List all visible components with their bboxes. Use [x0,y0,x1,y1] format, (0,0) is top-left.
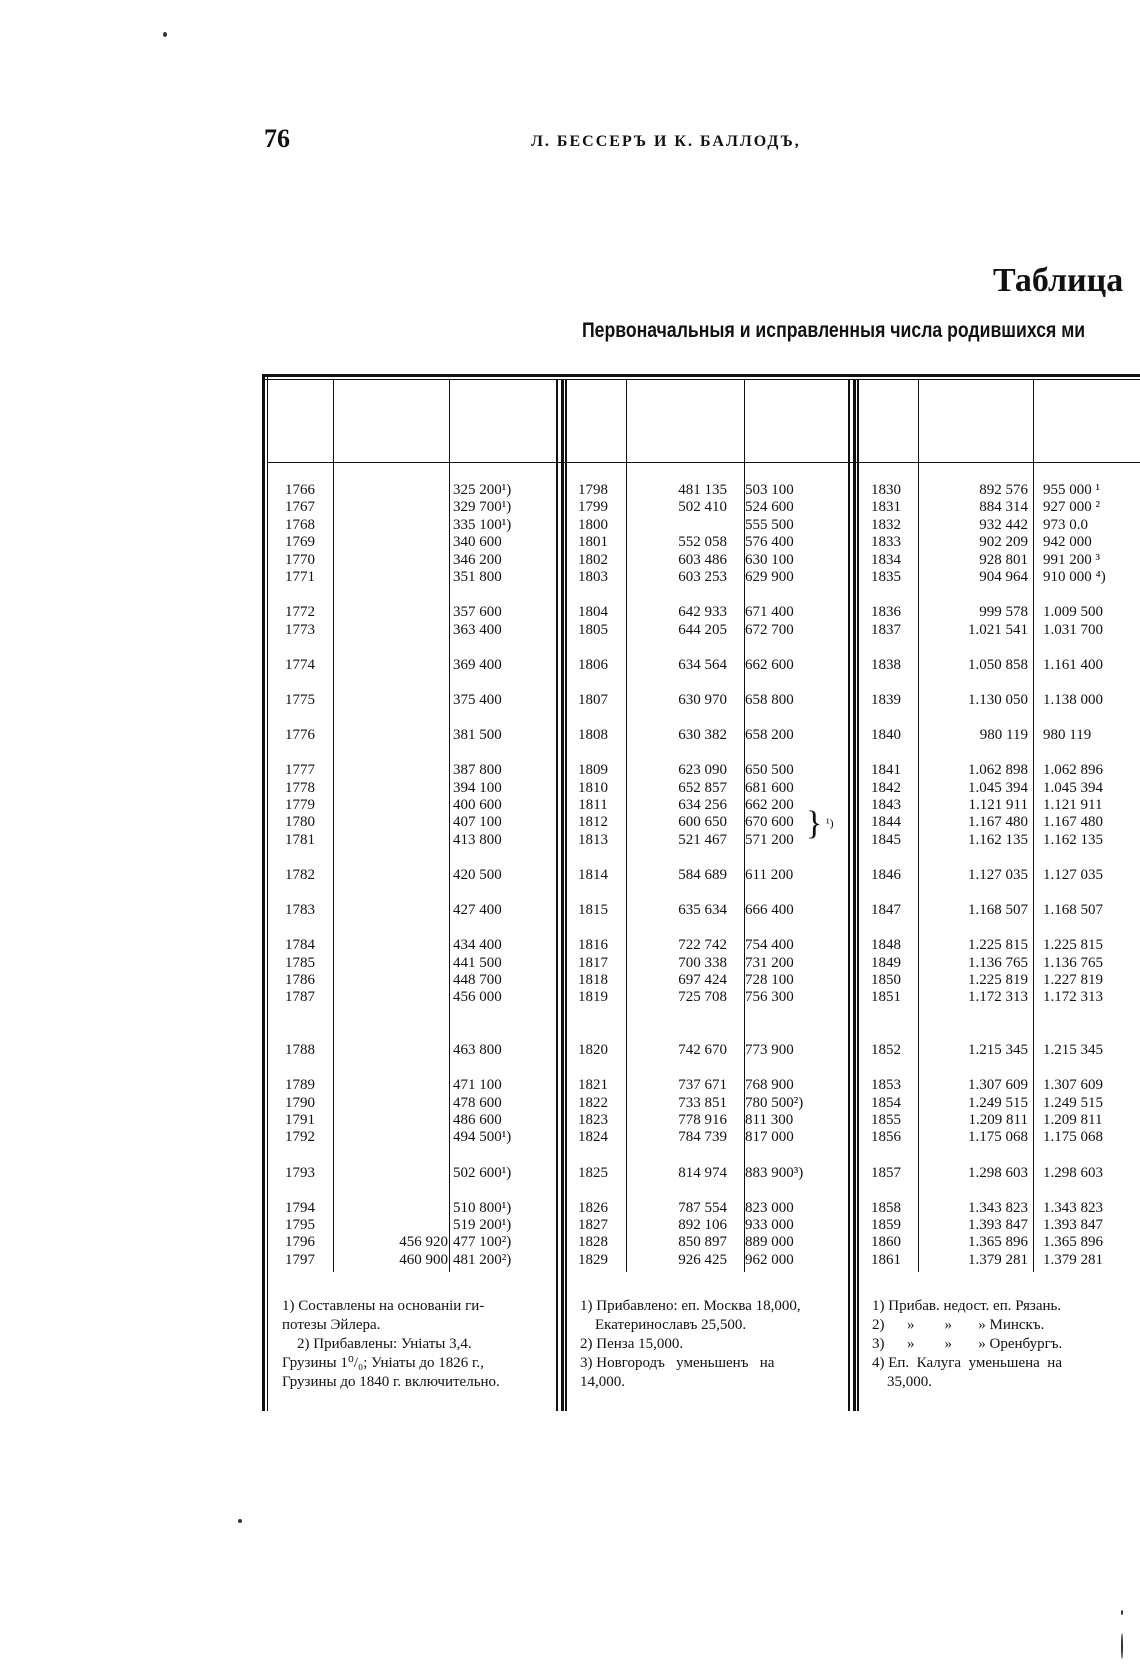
year-cell: 1813 [578,832,608,848]
original-value: 1.298 603 [968,1165,1028,1181]
year-cell: 1817 [578,955,608,971]
footnote-line: 14,000. [580,1374,625,1390]
col-divider [449,379,450,1272]
original-value: 697 424 [678,972,727,988]
original-value: 787 554 [678,1200,727,1216]
year-cell: 1842 [871,780,901,796]
year-cell: 1783 [285,902,315,918]
group-divider [848,379,850,1411]
year-cell: 1826 [578,1200,608,1216]
original-value: 634 256 [678,797,727,813]
year-cell: 1828 [578,1234,608,1250]
corrected-value: 1.209 811 [1043,1112,1103,1128]
year-cell: 1808 [578,727,608,743]
year-cell: 1775 [285,692,315,708]
footnote-line: 2) Пенза 15,000. [580,1336,684,1352]
corrected-value: 387 800 [453,762,502,778]
original-value: 630 970 [678,692,727,708]
original-value: 1.162 135 [968,832,1028,848]
original-value: 481 135 [678,482,727,498]
year-cell: 1776 [285,727,315,743]
corrected-value: 427 400 [453,902,502,918]
corrected-value: 728 100 [745,972,794,988]
year-cell: 1815 [578,902,608,918]
original-value: 1.215 345 [968,1042,1028,1058]
year-cell: 1795 [285,1217,315,1233]
corrected-value: 486 600 [453,1112,502,1128]
year-cell: 1841 [871,762,901,778]
original-value: 1.379 281 [968,1252,1028,1268]
corrected-value: 1.307 609 [1043,1077,1103,1093]
year-cell: 1786 [285,972,315,988]
corrected-value: 666 400 [745,902,794,918]
corrected-value: 335 100¹) [453,517,512,533]
year-cell: 1782 [285,867,315,883]
corrected-value: 555 500 [745,517,794,533]
corrected-value: 1.161 400 [1043,657,1103,673]
year-cell: 1850 [871,972,901,988]
original-value: 884 314 [979,499,1028,515]
table-left-rule [262,376,265,1411]
year-cell: 1769 [285,534,315,550]
original-value: 642 933 [678,604,727,620]
corrected-value: 629 900 [745,569,794,585]
original-value: 630 382 [678,727,727,743]
year-cell: 1777 [285,762,315,778]
year-cell: 1845 [871,832,901,848]
table-label: Таблица [993,262,1124,299]
table-left-rule-thin [267,376,268,1411]
corrected-value: 672 700 [745,622,794,638]
original-value: 722 742 [678,937,727,953]
year-cell: 1796 [285,1234,315,1250]
corrected-value: 1.168 507 [1043,902,1103,918]
table-top-rule-thin [262,379,1140,380]
original-value: 1.343 823 [968,1200,1028,1216]
corrected-value: 768 900 [745,1077,794,1093]
corrected-value: 375 400 [453,692,502,708]
brace-note: ¹) [826,816,834,830]
year-cell: 1818 [578,972,608,988]
corrected-value: 662 200 [745,797,794,813]
year-cell: 1791 [285,1112,315,1128]
corrected-value: 477 100²) [453,1234,512,1250]
year-cell: 1823 [578,1112,608,1128]
corrected-value: 756 300 [745,989,794,1005]
year-cell: 1844 [871,814,901,830]
year-cell: 1805 [578,622,608,638]
corrected-value: 571 200 [745,832,794,848]
year-cell: 1772 [285,604,315,620]
original-value: 1.225 815 [968,937,1028,953]
year-cell: 1794 [285,1200,315,1216]
year-cell: 1857 [871,1165,901,1181]
year-cell: 1822 [578,1095,608,1111]
year-cell: 1849 [871,955,901,971]
original-value: 1.209 811 [968,1112,1028,1128]
original-value: 1.249 515 [968,1095,1028,1111]
year-cell: 1846 [871,867,901,883]
original-value: 1.168 507 [968,902,1028,918]
original-value: 733 851 [678,1095,727,1111]
original-value: 928 801 [979,552,1028,568]
corrected-value: 325 200¹) [453,482,512,498]
corrected-value: 942 000 [1043,534,1092,550]
year-cell: 1821 [578,1077,608,1093]
year-cell: 1847 [871,902,901,918]
footnote-line: 2) » » » Минскъ. [872,1317,1045,1333]
original-value: 1.365 896 [968,1234,1028,1250]
year-cell: 1800 [578,517,608,533]
corrected-value: 927 000 ² [1043,499,1100,515]
original-value: 603 253 [678,569,727,585]
running-head: Л. БЕССЕРЪ И К. БАЛЛОДЪ, [531,133,801,150]
corrected-value: 1.138 000 [1043,692,1103,708]
original-value: 892 576 [979,482,1028,498]
scan-speck [163,32,167,37]
original-value: 1.136 765 [968,955,1028,971]
group-divider [556,379,558,1411]
corrected-value: 1.167 480 [1043,814,1103,830]
original-value: 603 486 [678,552,727,568]
corrected-value: 823 000 [745,1200,794,1216]
corrected-value: 1.121 911 [1043,797,1103,813]
year-cell: 1852 [871,1042,901,1058]
original-value: 725 708 [678,989,727,1005]
corrected-value: 1.227 819 [1043,972,1103,988]
year-cell: 1785 [285,955,315,971]
corrected-value: 351 800 [453,569,502,585]
year-cell: 1766 [285,482,315,498]
corrected-value: 1.136 765 [1043,955,1103,971]
year-cell: 1804 [578,604,608,620]
original-value: 814 974 [678,1165,727,1181]
original-value: 737 671 [678,1077,727,1093]
corrected-value: 980 119 [1043,727,1092,743]
year-cell: 1839 [871,692,901,708]
year-cell: 1774 [285,657,315,673]
corrected-value: 346 200 [453,552,502,568]
original-value: 600 650 [678,814,727,830]
corrected-value: 658 200 [745,727,794,743]
original-value: 652 857 [678,780,727,796]
original-value: 456 920 [399,1234,448,1250]
year-cell: 1780 [285,814,315,830]
year-cell: 1790 [285,1095,315,1111]
corrected-value: 329 700¹) [453,499,512,515]
corrected-value: 519 200¹) [453,1217,512,1233]
corrected-value: 1.379 281 [1043,1252,1103,1268]
corrected-value: 481 200²) [453,1252,512,1268]
original-value: 521 467 [678,832,727,848]
corrected-value: 1.393 847 [1043,1217,1103,1233]
original-value: 1.393 847 [968,1217,1028,1233]
corrected-value: 731 200 [745,955,794,971]
corrected-value: 510 800¹) [453,1200,512,1216]
year-cell: 1837 [871,622,901,638]
year-cell: 1825 [578,1165,608,1181]
original-value: 1.127 035 [968,867,1028,883]
corrected-value: 1.225 815 [1043,937,1103,953]
corrected-value: 662 600 [745,657,794,673]
corrected-value: 363 400 [453,622,502,638]
corrected-value: 400 600 [453,797,502,813]
year-cell: 1840 [871,727,901,743]
corrected-value: 369 400 [453,657,502,673]
scan-speck [238,1519,242,1523]
corrected-value: 973 0.0 [1043,517,1088,533]
year-cell: 1779 [285,797,315,813]
original-value: 584 689 [678,867,727,883]
corrected-value: 811 300 [745,1112,794,1128]
original-value: 1.062 898 [968,762,1028,778]
original-value: 1.167 480 [968,814,1028,830]
scan-speck [1121,1633,1123,1659]
original-value: 926 425 [678,1252,727,1268]
year-cell: 1773 [285,622,315,638]
corrected-value: 503 100 [745,482,794,498]
year-cell: 1861 [871,1252,901,1268]
corrected-value: 933 000 [745,1217,794,1233]
original-value: 902 209 [979,534,1028,550]
year-cell: 1811 [578,797,608,813]
original-value: 850 897 [678,1234,727,1250]
year-cell: 1835 [871,569,901,585]
table-subtitle: Первоначальныя и исправленныя числа родившихся ми [582,319,1086,342]
corrected-value: 955 000 ¹ [1043,482,1100,498]
year-cell: 1781 [285,832,315,848]
year-cell: 1859 [871,1217,901,1233]
corrected-value: 773 900 [745,1042,794,1058]
footnote-line: 3) Новгородъ уменьшенъ на [580,1355,775,1371]
corrected-value: 681 600 [745,780,794,796]
corrected-value: 889 000 [745,1234,794,1250]
corrected-value: 1.031 700 [1043,622,1103,638]
original-value: 623 090 [678,762,727,778]
corrected-value: 611 200 [745,867,794,883]
year-cell: 1788 [285,1042,315,1058]
original-value: 1.307 609 [968,1077,1028,1093]
corrected-value: 670 600 [745,814,794,830]
corrected-value: 780 500²) [745,1095,804,1111]
corrected-value: 471 100 [453,1077,502,1093]
corrected-value: 962 000 [745,1252,794,1268]
year-cell: 1860 [871,1234,901,1250]
corrected-value: 650 500 [745,762,794,778]
year-cell: 1831 [871,499,901,515]
corrected-value: 434 400 [453,937,502,953]
corrected-value: 381 500 [453,727,502,743]
corrected-value: 671 400 [745,604,794,620]
corrected-value: 502 600¹) [453,1165,512,1181]
corrected-value: 1.365 896 [1043,1234,1103,1250]
year-cell: 1832 [871,517,901,533]
year-cell: 1770 [285,552,315,568]
footnote-line: 35,000. [872,1374,932,1390]
col-divider [626,379,627,1272]
corrected-value: 658 800 [745,692,794,708]
brace-glyph: } [806,805,823,842]
footnote-line: 2) Прибавлены: Уніаты 3,4. [282,1336,472,1352]
footnote-line: 4) Еп. Калуга уменьшена на [872,1355,1062,1371]
year-cell: 1856 [871,1129,901,1145]
corrected-value: 357 600 [453,604,502,620]
original-value: 1.121 911 [968,797,1028,813]
original-value: 1.130 050 [968,692,1028,708]
year-cell: 1816 [578,937,608,953]
year-cell: 1778 [285,780,315,796]
corrected-value: 413 800 [453,832,502,848]
year-cell: 1827 [578,1217,608,1233]
year-cell: 1843 [871,797,901,813]
original-value: 742 670 [678,1042,727,1058]
corrected-value: 1.298 603 [1043,1165,1103,1181]
original-value: 932 442 [979,517,1028,533]
year-cell: 1819 [578,989,608,1005]
year-cell: 1801 [578,534,608,550]
original-value: 460 900 [399,1252,448,1268]
footnote-line: Грузины 1⁰/₀; Уніаты до 1826 г., [282,1355,484,1371]
year-cell: 1768 [285,517,315,533]
corrected-value: 576 400 [745,534,794,550]
original-value: 634 564 [678,657,727,673]
corrected-value: 494 500¹) [453,1129,512,1145]
corrected-value: 630 100 [745,552,794,568]
footnote-line: 3) » » » Оренбургъ. [872,1336,1063,1352]
year-cell: 1798 [578,482,608,498]
corrected-value: 394 100 [453,780,502,796]
corrected-value: 910 000 ⁴) [1043,569,1106,585]
footnote-line: потезы Эйлера. [282,1317,381,1333]
year-cell: 1792 [285,1129,315,1145]
corrected-value: 1.215 345 [1043,1042,1103,1058]
year-cell: 1853 [871,1077,901,1093]
original-value: 700 338 [678,955,727,971]
corrected-value: 407 100 [453,814,502,830]
col-divider [918,379,919,1272]
year-cell: 1806 [578,657,608,673]
corrected-value: 441 500 [453,955,502,971]
year-cell: 1830 [871,482,901,498]
footnote-line: 1) Составлены на основаніи ги- [282,1298,485,1314]
original-value: 1.175 068 [968,1129,1028,1145]
year-cell: 1851 [871,989,901,1005]
corrected-value: 1.162 135 [1043,832,1103,848]
year-cell: 1858 [871,1200,901,1216]
corrected-value: 1.175 068 [1043,1129,1103,1145]
original-value: 1.050 858 [968,657,1028,673]
year-cell: 1799 [578,499,608,515]
year-cell: 1836 [871,604,901,620]
corrected-value: 456 000 [453,989,502,1005]
corrected-value: 991 200 ³ [1043,552,1100,568]
year-cell: 1820 [578,1042,608,1058]
original-value: 999 578 [979,604,1028,620]
original-value: 1.225 819 [968,972,1028,988]
original-value: 1.045 394 [968,780,1028,796]
footnote-line: 1) Прибавлено: еп. Москва 18,000, [580,1298,801,1314]
year-cell: 1848 [871,937,901,953]
corrected-value: 420 500 [453,867,502,883]
corrected-value: 524 600 [745,499,794,515]
year-cell: 1812 [578,814,608,830]
year-cell: 1834 [871,552,901,568]
footnote-line: Грузины до 1840 г. включительно. [282,1374,500,1390]
corrected-value: 340 600 [453,534,502,550]
year-cell: 1787 [285,989,315,1005]
year-cell: 1854 [871,1095,901,1111]
table-top-rule [262,374,1140,377]
original-value: 892 106 [678,1217,727,1233]
original-value: 1.172 313 [968,989,1028,1005]
year-cell: 1855 [871,1112,901,1128]
corrected-value: 1.249 515 [1043,1095,1103,1111]
year-cell: 1797 [285,1252,315,1268]
original-value: 784 739 [678,1129,727,1145]
year-cell: 1814 [578,867,608,883]
year-cell: 1793 [285,1165,315,1181]
page-number: 76 [264,124,290,153]
year-cell: 1789 [285,1077,315,1093]
original-value: 644 205 [678,622,727,638]
corrected-value: 1.062 896 [1043,762,1103,778]
corrected-value: 463 800 [453,1042,502,1058]
original-value: 980 119 [979,727,1028,743]
footnote-line: Екатеринославъ 25,500. [580,1317,747,1333]
original-value: 502 410 [678,499,727,515]
corrected-value: 448 700 [453,972,502,988]
col-divider [1033,379,1034,1272]
year-cell: 1829 [578,1252,608,1268]
original-value: 904 964 [979,569,1028,585]
year-cell: 1784 [285,937,315,953]
year-cell: 1838 [871,657,901,673]
year-cell: 1767 [285,499,315,515]
footnote-line: 1) Прибав. недост. еп. Рязань. [872,1298,1062,1314]
original-value: 635 634 [678,902,727,918]
corrected-value: 754 400 [745,937,794,953]
original-value: 552 058 [678,534,727,550]
original-value: 778 916 [678,1112,727,1128]
corrected-value: 1.127 035 [1043,867,1103,883]
corrected-value: 817 000 [745,1129,794,1145]
scan-speck [1121,1610,1123,1615]
col-divider [333,379,334,1272]
corrected-value: 1.343 823 [1043,1200,1103,1216]
corrected-value: 883 900³) [745,1165,804,1181]
year-cell: 1803 [578,569,608,585]
year-cell: 1809 [578,762,608,778]
year-cell: 1810 [578,780,608,796]
year-cell: 1802 [578,552,608,568]
year-cell: 1807 [578,692,608,708]
year-cell: 1833 [871,534,901,550]
year-cell: 1824 [578,1129,608,1145]
year-cell: 1771 [285,569,315,585]
corrected-value: 1.045 394 [1043,780,1103,796]
original-value: 1.021 541 [968,622,1028,638]
header-rule [268,462,1140,463]
corrected-value: 478 600 [453,1095,502,1111]
corrected-value: 1.009 500 [1043,604,1103,620]
corrected-value: 1.172 313 [1043,989,1103,1005]
